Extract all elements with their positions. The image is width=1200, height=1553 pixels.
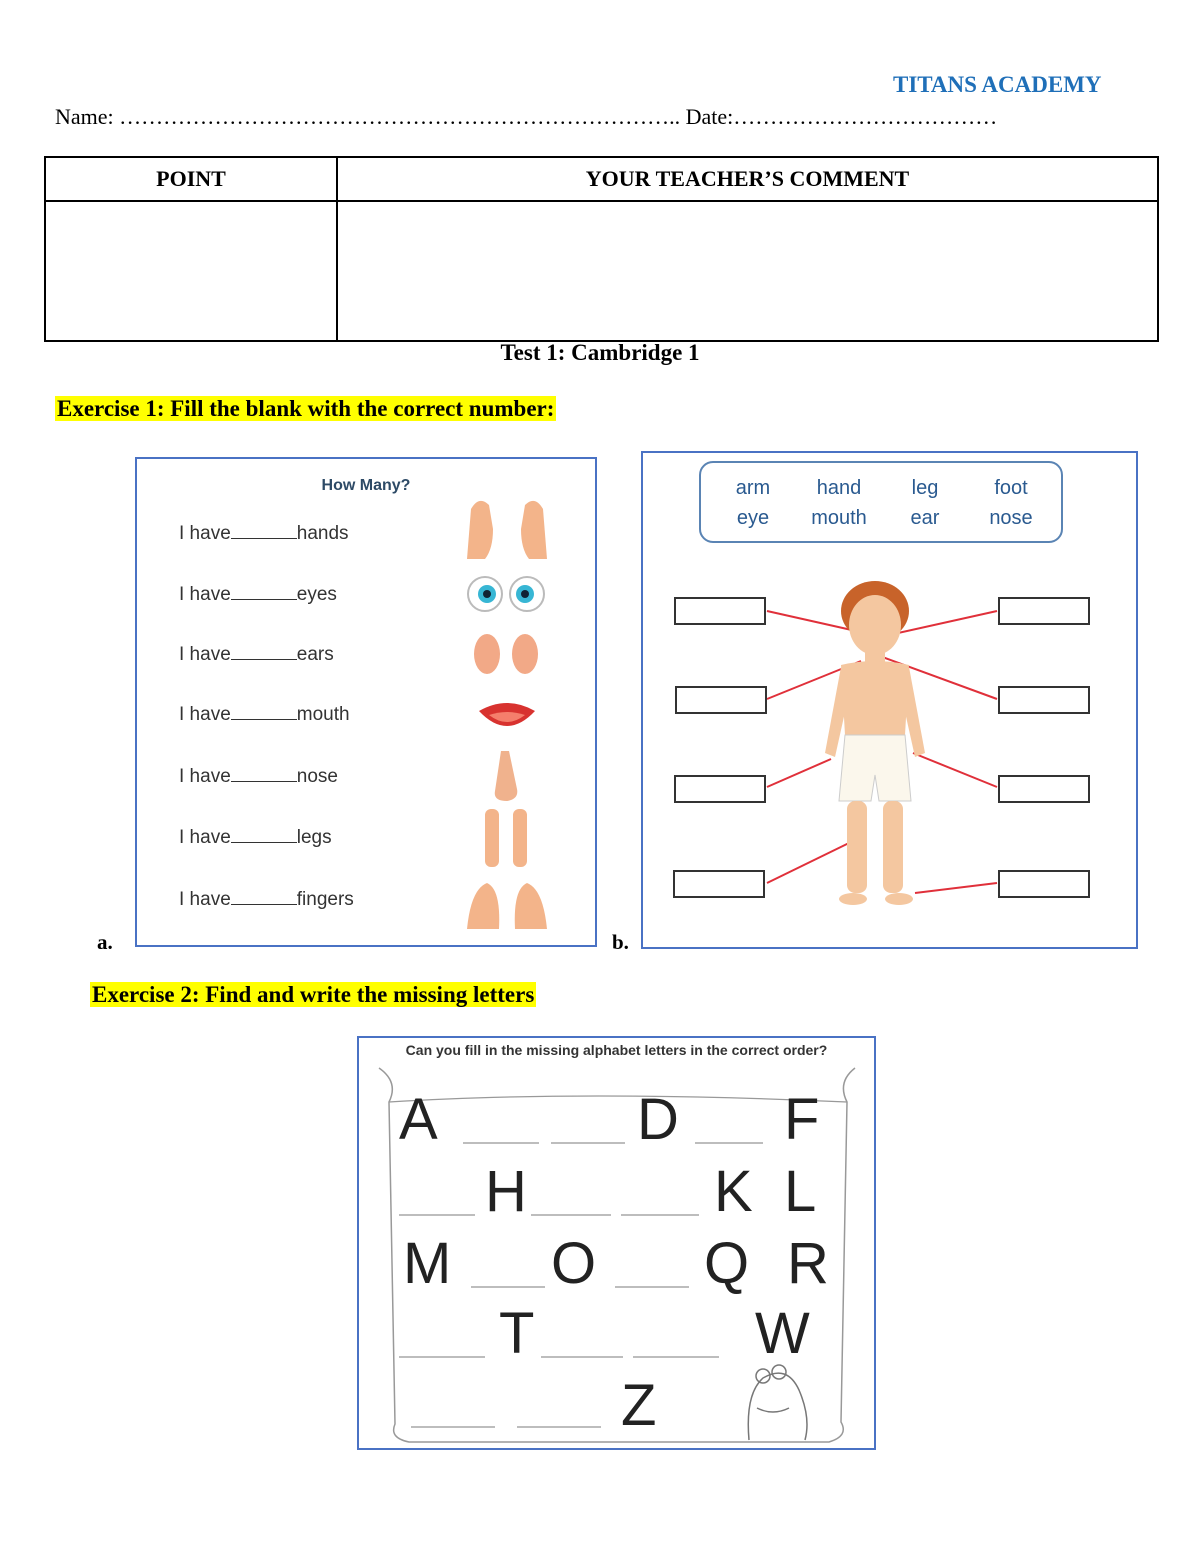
body-parts-pictures	[457, 489, 557, 939]
eyes-icon	[468, 577, 544, 611]
fingers-icon	[467, 883, 547, 929]
letter-z: Z	[621, 1373, 657, 1438]
missing-letter-line[interactable]	[399, 1356, 485, 1358]
word-leg: leg	[911, 477, 939, 499]
word-ear: ear	[910, 507, 940, 529]
exercise-2-title: Exercise 2: Find and write the missing letters	[92, 982, 535, 1007]
letter-f: F	[784, 1087, 820, 1152]
how-many-row: I have hands	[179, 523, 349, 544]
letter-t: T	[499, 1301, 535, 1366]
letter-w: W	[755, 1301, 810, 1366]
alphabet-panel	[357, 1036, 876, 1450]
organization-name: TITANS ACADEMY	[893, 72, 1102, 97]
grade-table	[44, 156, 1159, 342]
how-many-row: I have legs	[179, 827, 332, 848]
letter-h: H	[485, 1159, 527, 1224]
missing-letter-line[interactable]	[551, 1142, 625, 1144]
missing-letter-line[interactable]	[633, 1356, 719, 1358]
hands-icon	[467, 501, 547, 559]
exercise-1-title: Exercise 1: Fill the blank with the correct number:	[57, 396, 555, 421]
answer-blank[interactable]	[231, 780, 297, 782]
nose-icon	[495, 751, 518, 801]
letter-d: D	[637, 1087, 679, 1152]
letter-q: Q	[704, 1231, 750, 1296]
label-a: a.	[97, 930, 113, 954]
label-box-left-4[interactable]	[673, 870, 765, 898]
letter-l: L	[784, 1159, 817, 1224]
word-mouth: mouth	[811, 507, 867, 529]
missing-letter-line[interactable]	[615, 1286, 689, 1288]
answer-blank[interactable]	[231, 718, 297, 720]
body-label-panel	[641, 451, 1138, 949]
teacher-comment-cell[interactable]	[337, 201, 1158, 341]
legs-icon	[485, 809, 527, 867]
answer-blank[interactable]	[231, 598, 297, 600]
letter-r: R	[787, 1231, 829, 1296]
word-nose: nose	[989, 507, 1033, 529]
letter-k: K	[714, 1159, 753, 1224]
letter-a: A	[399, 1087, 438, 1152]
how-many-panel	[135, 457, 597, 947]
alphabet-prompt: Can you fill in the missing alphabet letters in the correct order?	[405, 1042, 828, 1058]
label-box-left-3[interactable]	[674, 775, 766, 803]
how-many-row: I have nose	[179, 766, 338, 787]
answer-blank[interactable]	[231, 658, 297, 660]
how-many-row: I have fingers	[179, 889, 354, 910]
label-box-right-2[interactable]	[998, 686, 1090, 714]
how-many-title: How Many?	[321, 477, 411, 494]
missing-letter-line[interactable]	[621, 1214, 699, 1216]
word-arm: arm	[735, 477, 771, 499]
label-box-right-3[interactable]	[998, 775, 1090, 803]
name-date-line: Name: ………………………………………………………………….. Date:………………………………	[55, 104, 998, 129]
point-header: POINT	[45, 157, 337, 201]
letter-m: M	[403, 1231, 452, 1296]
missing-letter-line[interactable]	[541, 1356, 623, 1358]
how-many-row: I have mouth	[179, 704, 350, 725]
label-box-left-1[interactable]	[674, 597, 766, 625]
how-many-row: I have eyes	[179, 584, 337, 605]
word-foot: foot	[994, 477, 1028, 499]
missing-letter-line[interactable]	[411, 1426, 495, 1428]
answer-blank[interactable]	[231, 841, 297, 843]
ears-icon	[474, 634, 538, 674]
label-box-right-1[interactable]	[998, 597, 1090, 625]
how-many-row: I have ears	[179, 644, 334, 665]
answer-blank[interactable]	[231, 537, 297, 539]
missing-letter-line[interactable]	[463, 1142, 539, 1144]
mouth-icon	[479, 703, 535, 726]
word-hand: hand	[816, 477, 862, 499]
missing-letter-line[interactable]	[531, 1214, 611, 1216]
missing-letter-line[interactable]	[517, 1426, 601, 1428]
label-b: b.	[612, 930, 629, 954]
test-title: Test 1: Cambridge 1	[500, 340, 700, 365]
missing-letter-line[interactable]	[399, 1214, 475, 1216]
point-cell[interactable]	[45, 201, 337, 341]
teacher-comment-header: YOUR TEACHER’S COMMENT	[337, 157, 1158, 201]
answer-blank[interactable]	[231, 903, 297, 905]
missing-letter-line[interactable]	[471, 1286, 545, 1288]
word-eye: eye	[736, 507, 770, 529]
missing-letter-line[interactable]	[695, 1142, 763, 1144]
letter-o: O	[551, 1231, 597, 1296]
label-box-left-2[interactable]	[675, 686, 767, 714]
label-box-right-4[interactable]	[998, 870, 1090, 898]
monster-icon	[748, 1365, 807, 1440]
